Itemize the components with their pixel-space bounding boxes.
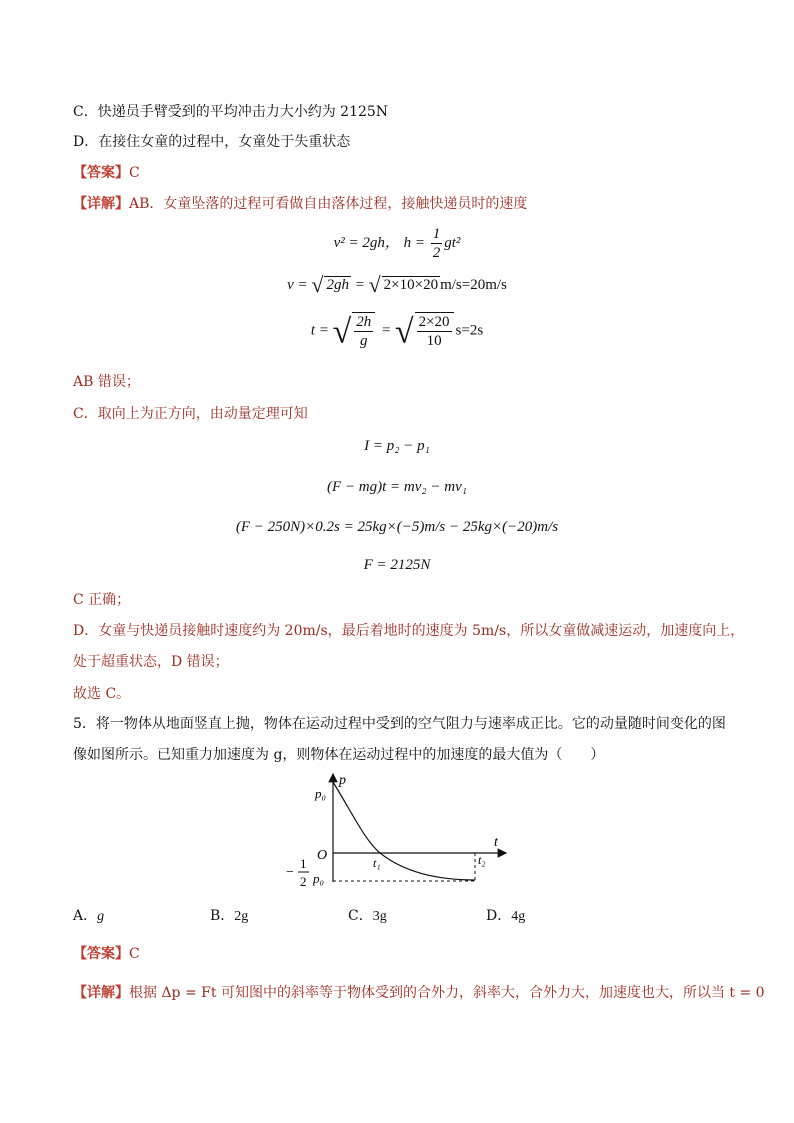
d-explain-line-1: D．女童与快递员接触时速度约为 20m/s，最后着地时的速度为 5m/s，所以女童做减速运动，加速度向上， [73,623,745,639]
answer-value: C [129,946,140,962]
option-b-value: 2g [234,909,249,924]
d-explain-line-2: 处于超重状态，D 错误； [73,654,229,670]
answer-line-2 [73,944,140,964]
equation-3: t = √ $\frac{2h}{g}$ = √ $\frac{2\times 20}{10}$ s=2s [310,313,484,351]
neg-sign: − [286,865,294,880]
sqrt-numeric: 2×10×20 [383,277,439,293]
frac-den: g [360,333,368,349]
detail-text: AB．女童坠落的过程可看做自由落体过程，接触快递员时的速度 [129,196,528,212]
eq1-right: gt² [444,234,461,251]
option-d-line: D．在接住女童的过程中，女童处于失重状态 [73,134,351,150]
eq3-equals: = [381,322,392,339]
equation-6: (F − 250N)×0.2s = 25kg×(−5)m/s − 25kg×(−20)m/s [235,519,559,535]
answer-line-1 [73,163,140,183]
frac-num: 2×20 [418,314,450,330]
neg-p0-label: p₀ [313,871,325,886]
sqrt-frac-numeric [415,312,454,350]
frac-num: 2h [356,314,372,330]
detail-text: 根据 Δp = Ft 可知图中的斜率等于物体受到的合外力，斜率大，合外力大，加速度也大，所以当 t = 0 [129,985,765,1001]
equation-7: F = 2125N [363,557,431,573]
momentum-time-graph [280,770,520,900]
frac-den: 10 [426,333,442,349]
fraction-half [431,225,443,262]
option-b[interactable] [210,906,248,927]
origin-label: O [317,848,328,863]
option-b-letter: B． [210,908,235,924]
neg-half-num: 1 [300,856,307,871]
equation-2: v = √ 2gh = √ 2×10×20 m/s=20m/s [287,272,507,297]
eq1-left: v² = 2gh， h = [333,234,425,251]
sqrt-frac-2h-g [352,312,375,350]
option-d-letter: D． [486,908,512,924]
t-axis-label: t [494,835,498,850]
question-5-line-2: 像如图所示。已知重力加速度为 g，则物体在运动过程中的加速度的最大值为（ ） [73,747,605,763]
eq2-left: v = [287,277,308,293]
option-c-value: 3g [372,909,387,924]
option-c-line: C．快递员手臂受到的平均冲击力大小约为 2125N [73,104,389,120]
t2-label: t₂ [478,853,486,867]
t1-label: t₁ [373,856,381,870]
momentum-curve [333,782,475,880]
p0-label: p₀ [315,786,327,801]
p-axis-label: p [339,773,346,788]
eq3-result: s=2s [455,322,484,339]
option-c-letter: C． [348,908,373,924]
sqrt-2gh: 2gh [326,277,349,293]
equation-5: (F − mg)t = mv₂ − mv₁ [327,479,467,495]
ab-wrong-line: AB 错误； [73,374,140,390]
choose-line: 故选 C。 [73,686,131,702]
frac-den: 2 [432,245,441,261]
detail-tag: 【详解】 [73,985,129,1001]
detail-tag: 【详解】 [73,196,129,212]
c-correct-line: C 正确； [73,592,131,608]
option-c[interactable] [348,906,387,927]
equation-4: I = p₂ − p₁ [364,438,430,454]
eq2-equals: = [350,277,365,293]
option-d[interactable] [486,906,525,927]
option-a[interactable] [73,906,104,927]
answer-tag: 【答案】 [73,946,129,962]
eq3-left: t = [310,322,329,339]
detail-line-2 [73,983,765,1003]
c-intro-line: C．取向上为正方向，由动量定理可知 [73,406,308,422]
option-a-letter: A． [73,908,98,924]
equation-1 [0,225,794,262]
answer-value: C [129,165,140,181]
question-5-line-1: 5．将一物体从地面竖直上抛，物体在运动过程中受到的空气阻力与速率成正比。它的动量随时间变化的图 [73,716,726,732]
answer-tag: 【答案】 [73,165,129,181]
eq2-result: m/s=20m/s [440,277,507,293]
option-d-value: 4g [511,909,526,924]
detail-intro-line [73,194,527,214]
frac-num: 1 [432,226,441,242]
option-a-value: g [97,909,105,924]
neg-half-den: 2 [300,874,307,889]
